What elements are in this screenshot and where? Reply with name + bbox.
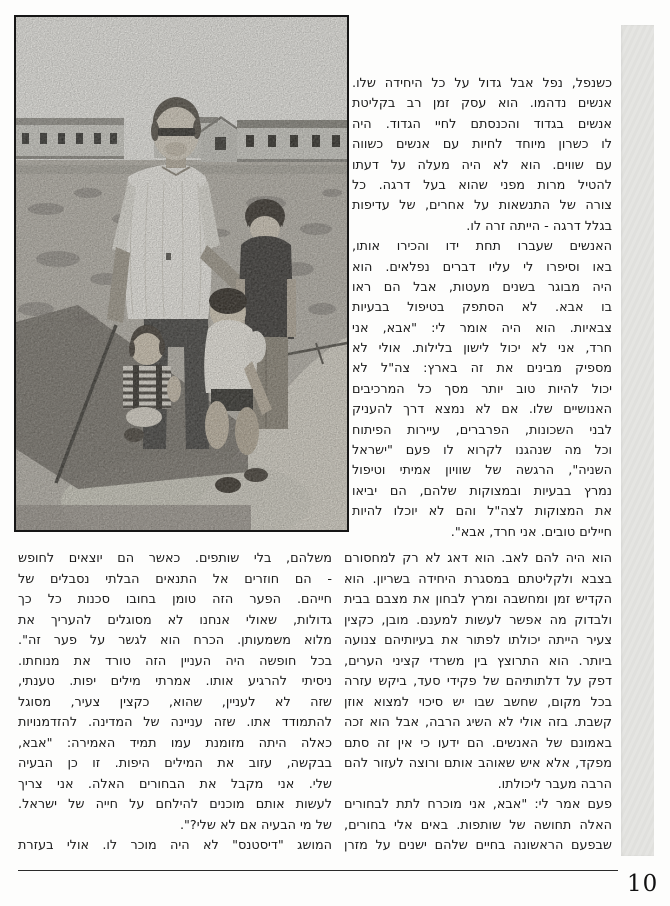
page-number: 10 — [627, 871, 659, 897]
text-line: הרבה מעבר ליכולתו. — [497, 776, 612, 792]
text-line: גדולות, שאולי אנחנו לא מסוגלים להעריך את — [18, 612, 332, 628]
text-line: לבני השכונות, הפרברים, עיירות הפיתוח — [352, 422, 612, 438]
text-line: מספיק מבינים את זה בארץ: צה"ל לא — [352, 361, 612, 377]
text-line: שלי. אני מקבל את הבחורים האלה. אני צריך — [18, 776, 332, 792]
text-line: להתמודד אתו. שזה עניינה של המדינה. להזדמנויות — [18, 715, 332, 730]
text-line: בכל מקום, שחשב שבו יש סיכוי למצוא אוזן — [344, 694, 612, 710]
text-line: השניה", הרגשה של שוויון אמיתי וטיפול — [352, 463, 612, 479]
text-line: מפקד, אלא איש שאוהב אותם ורוצה לעזור להם — [344, 756, 612, 771]
text-line: ניסיתי להרגיע אותו. אמרתי מילים יפות. טענתי, — [18, 674, 332, 689]
photo — [14, 15, 349, 532]
text-line: משלהם, בלי שותפים. כאשר הם יוצאים לחופש — [18, 551, 332, 566]
text-line: בגלל דרגה - הייתה זרה לו. — [466, 218, 612, 234]
text-line: צורה של התנשאות על אחרים, של עדיפות — [352, 198, 612, 214]
text-line: כשנפל, נפל אבל גדול על כל היחידה שלו. — [352, 76, 612, 91]
text-line: פעם אמר לי: "אבא, אני מוכרח לתת לבחורים — [344, 797, 612, 812]
text-line: הוא היה להם לאב. הוא דאג לא רק למחסורם — [344, 551, 612, 566]
text-line: בבקשה, עזוב את המילים היפות. זו כן הבעיה — [18, 756, 332, 771]
text-line: בכל חופשה היה העניין הזה טורד את מנוחתו. — [18, 653, 332, 669]
text-line: בו אבא. לא הסתפק בטיפול בבעיות — [352, 300, 612, 316]
scan-edge-strip — [621, 25, 654, 856]
text-column-top-right — [352, 74, 612, 543]
text-line: האנושיים שלו. אם לא נמצא דרך להעניק — [352, 402, 612, 418]
text-line: וכל מה שנהגנו לקרוא לו פעם "ישראל — [352, 443, 612, 459]
text-line: באו וסיפרו לי עליו דברים נפלאים. הוא — [352, 259, 612, 275]
text-line: את המצוקות לצה"ל והם לא יוכלו להיות — [352, 504, 612, 520]
text-column-bottom-left — [18, 549, 332, 857]
text-line: לעשות אותם מוכנים להילחם על חייה של ישראל. — [18, 797, 332, 812]
text-line: יכול להיות טוב יותר מסך כל המרכיבים — [352, 381, 612, 397]
footer-rule — [18, 870, 618, 871]
text-line: היה מבוגר בשנים מעטות, אבל הם ראו — [352, 279, 612, 295]
text-line: בצבא ולקליטתם במסגרת היחידה בשריון. הוא — [344, 571, 612, 587]
text-line: - הם חוזרים אל התנאים הבלתי נסבלים של — [18, 571, 332, 587]
text-line: אנשים בגדוד והכנסתם לחיי הגדוד. היה — [352, 116, 612, 132]
text-line: שבפעם הראשונה בחיים שלהם ישנים על מזרן — [344, 838, 612, 853]
text-line: נמרץ בבעיות ובמצוקות שלהם, הם יביאו — [352, 483, 612, 499]
text-line: ולבדוק מה אפשר לעשות למענם. מובן, כקצין — [344, 612, 612, 628]
text-line: באמונם של האנשים. הם ידעו כי אין זה סתם — [344, 735, 612, 751]
text-line: כאלה היתה מזומנת עמו תמיד האמירה: "אבא, — [18, 735, 332, 751]
photo-illustration — [16, 17, 347, 530]
text-line: דפק על דלתותיהם של פקידי סעד, ביקש עזרה — [344, 674, 612, 689]
text-line: האנשים שעברו תחת ידו והכירו אותו, — [352, 239, 612, 255]
text-line: עם שווים. הוא לא היה מעלה על דעתו — [352, 157, 612, 173]
text-line: קשבת. בזה אולי לא השיג הרבה, אבל הוא זכה — [344, 715, 612, 730]
text-line: הקדיש זמן ומחשבה ומרץ לבחון את מצבם בבית — [344, 592, 612, 607]
text-column-bottom-right — [344, 549, 612, 857]
text-line: לו כשרון מיוחד לחיות עם אנשים כשווה — [352, 137, 612, 153]
text-line: ביותר. הוא התרוצץ בין משרדי קציני הערים, — [344, 653, 612, 669]
text-line: מלוא משמעותן. הכרח הוא לגשר על פער זה". — [18, 633, 332, 648]
text-line: חרד, אני לא יכול לישון בלילות. אולי לא — [352, 341, 612, 357]
text-line: להטיל מרות מפני שהוא בעל דרגה. כל — [352, 177, 612, 193]
text-line: צבאיות. הוא היה אומר לי: "אבא, אני — [352, 320, 612, 336]
text-line: של מי הבעיה אם לא שלי?". — [179, 817, 332, 833]
text-line: שזה לא לעניין, שהוא, כקצין צעיר, מסוגל — [18, 694, 332, 710]
text-line: צעיר הייתה יכולתו לפתור את בעיותיהם צנועה — [344, 633, 612, 648]
text-line: האלה תחושה של שותפות. באים אלי בחורים, — [344, 817, 612, 833]
text-line: חיילים טובים. אני חרד, אבא". — [450, 524, 612, 540]
text-line: חייהם. הפער הזה טומן בחובו סכנות כל כך — [18, 592, 332, 607]
text-line: המושג "דיסטנס" לא היה מוכר לו. אולי בעזרת — [18, 838, 332, 853]
text-line: אנשים נדהמו. הוא עסק זמן רב בקליטת — [352, 96, 612, 112]
